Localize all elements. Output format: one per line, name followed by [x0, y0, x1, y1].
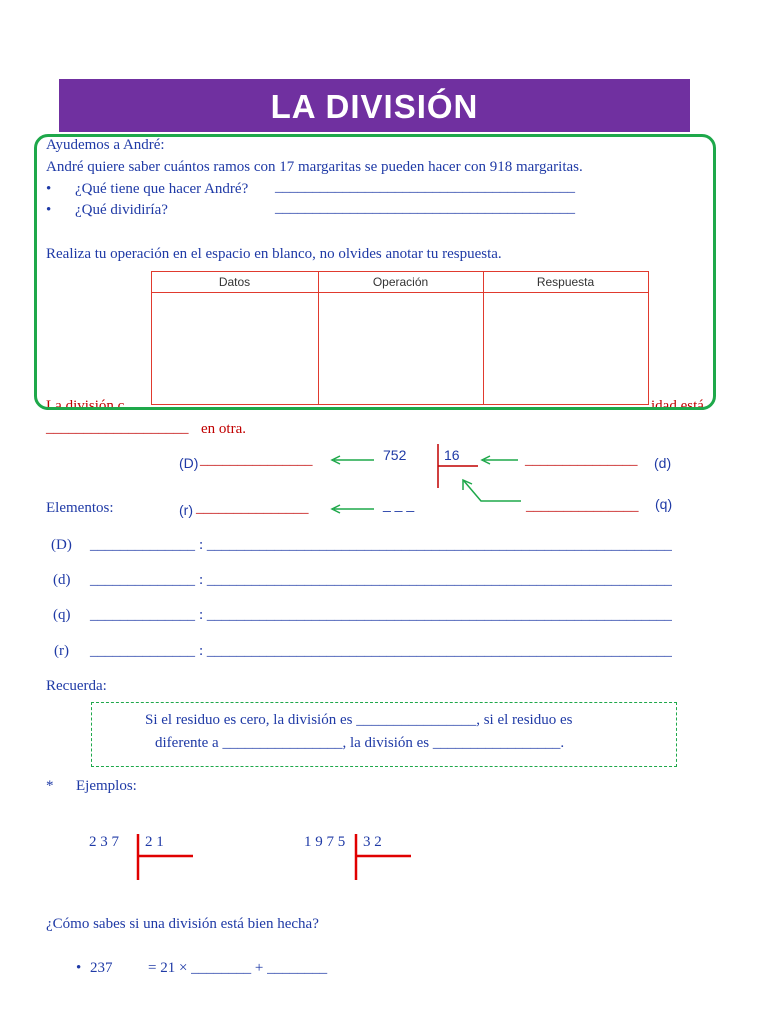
blank-quotient[interactable]: _______________: [526, 498, 639, 514]
blank-remainder[interactable]: _______________: [196, 500, 309, 516]
label-dividend: (D): [179, 455, 199, 471]
example2-dividend: 1 9 7 5: [304, 834, 346, 850]
element-label-d: (d): [53, 572, 71, 588]
examples-heading: Ejemplos:: [76, 778, 137, 794]
recuerda-line-2[interactable]: diferente a ________________, la división es _________________.: [155, 735, 565, 751]
problem-statement: André quiere saber cuántos ramos con 17 margaritas se pueden hacer con 918 margaritas.: [46, 159, 583, 175]
question-what-divide: ¿Qué dividiría?: [75, 202, 168, 218]
table-header-datos: Datos: [218, 275, 251, 289]
check-bullet: •: [76, 960, 82, 976]
label-divisor: (d): [654, 455, 672, 471]
element-name-blank-r[interactable]: ______________: [90, 643, 195, 659]
answer-line-2[interactable]: ________________________________________: [275, 200, 575, 216]
examples-star: *: [46, 778, 54, 794]
label-remainder: (r): [179, 502, 193, 518]
answer-line-1[interactable]: ________________________________________: [275, 179, 575, 195]
elements-heading: Elementos:: [46, 500, 114, 516]
element-desc-blank-D[interactable]: : ______________________________________________________________: [199, 537, 672, 553]
dividend-value: 752: [383, 447, 407, 463]
element-desc-blank-r[interactable]: : ______________________________________________________________: [199, 643, 672, 659]
label-quotient: (q): [655, 496, 673, 512]
instruction: Realiza tu operación en el espacio en blanco, no olvides anotar tu respuesta.: [46, 246, 502, 262]
check-number: 237: [90, 960, 113, 976]
definition-start: La división c: [46, 398, 125, 414]
problem-intro: Ayudemos a André:: [46, 137, 165, 153]
divisor-value: 16: [444, 447, 460, 463]
arrow-quotient: [464, 481, 521, 501]
page-title: LA DIVISIÓN: [270, 88, 479, 125]
table-header-respuesta: Respuesta: [536, 275, 595, 289]
element-name-blank-d[interactable]: ______________: [90, 572, 195, 588]
recuerda-line-1[interactable]: Si el residuo es cero, la división es ________________, si el residuo es: [145, 712, 573, 728]
recuerda-heading: Recuerda:: [46, 678, 107, 694]
question-what-to-do: ¿Qué tiene que hacer André?: [75, 181, 249, 197]
example1-divisor: 2 1: [145, 834, 164, 850]
element-name-blank-q[interactable]: ______________: [90, 607, 195, 623]
remainder-dashes: _ _ _: [383, 496, 415, 512]
element-desc-blank-q[interactable]: : ______________________________________________________________: [199, 607, 672, 623]
element-label-D: (D): [51, 537, 72, 553]
check-question: ¿Cómo sabes si una división está bien hecha?: [46, 916, 319, 932]
element-label-q: (q): [53, 607, 71, 623]
example1-dividend: 2 3 7: [89, 834, 119, 850]
table-header-operacion: Operación: [372, 275, 429, 289]
blank-dividend[interactable]: _______________: [200, 452, 313, 468]
bullet-dot-1: •: [46, 181, 52, 197]
blank-divisor[interactable]: _______________: [525, 452, 638, 468]
element-name-blank-D[interactable]: ______________: [90, 537, 195, 553]
definition-blank[interactable]: ___________________: [46, 420, 189, 436]
bullet-dot-2: •: [46, 202, 52, 218]
check-formula[interactable]: = 21 × ________ + ________: [148, 960, 328, 976]
definition-end: idad está: [651, 398, 704, 414]
element-label-r: (r): [54, 643, 69, 659]
element-desc-blank-d[interactable]: : ______________________________________________________________: [199, 572, 672, 588]
definition-line2: en otra.: [201, 421, 246, 437]
example2-divisor: 3 2: [363, 834, 382, 850]
